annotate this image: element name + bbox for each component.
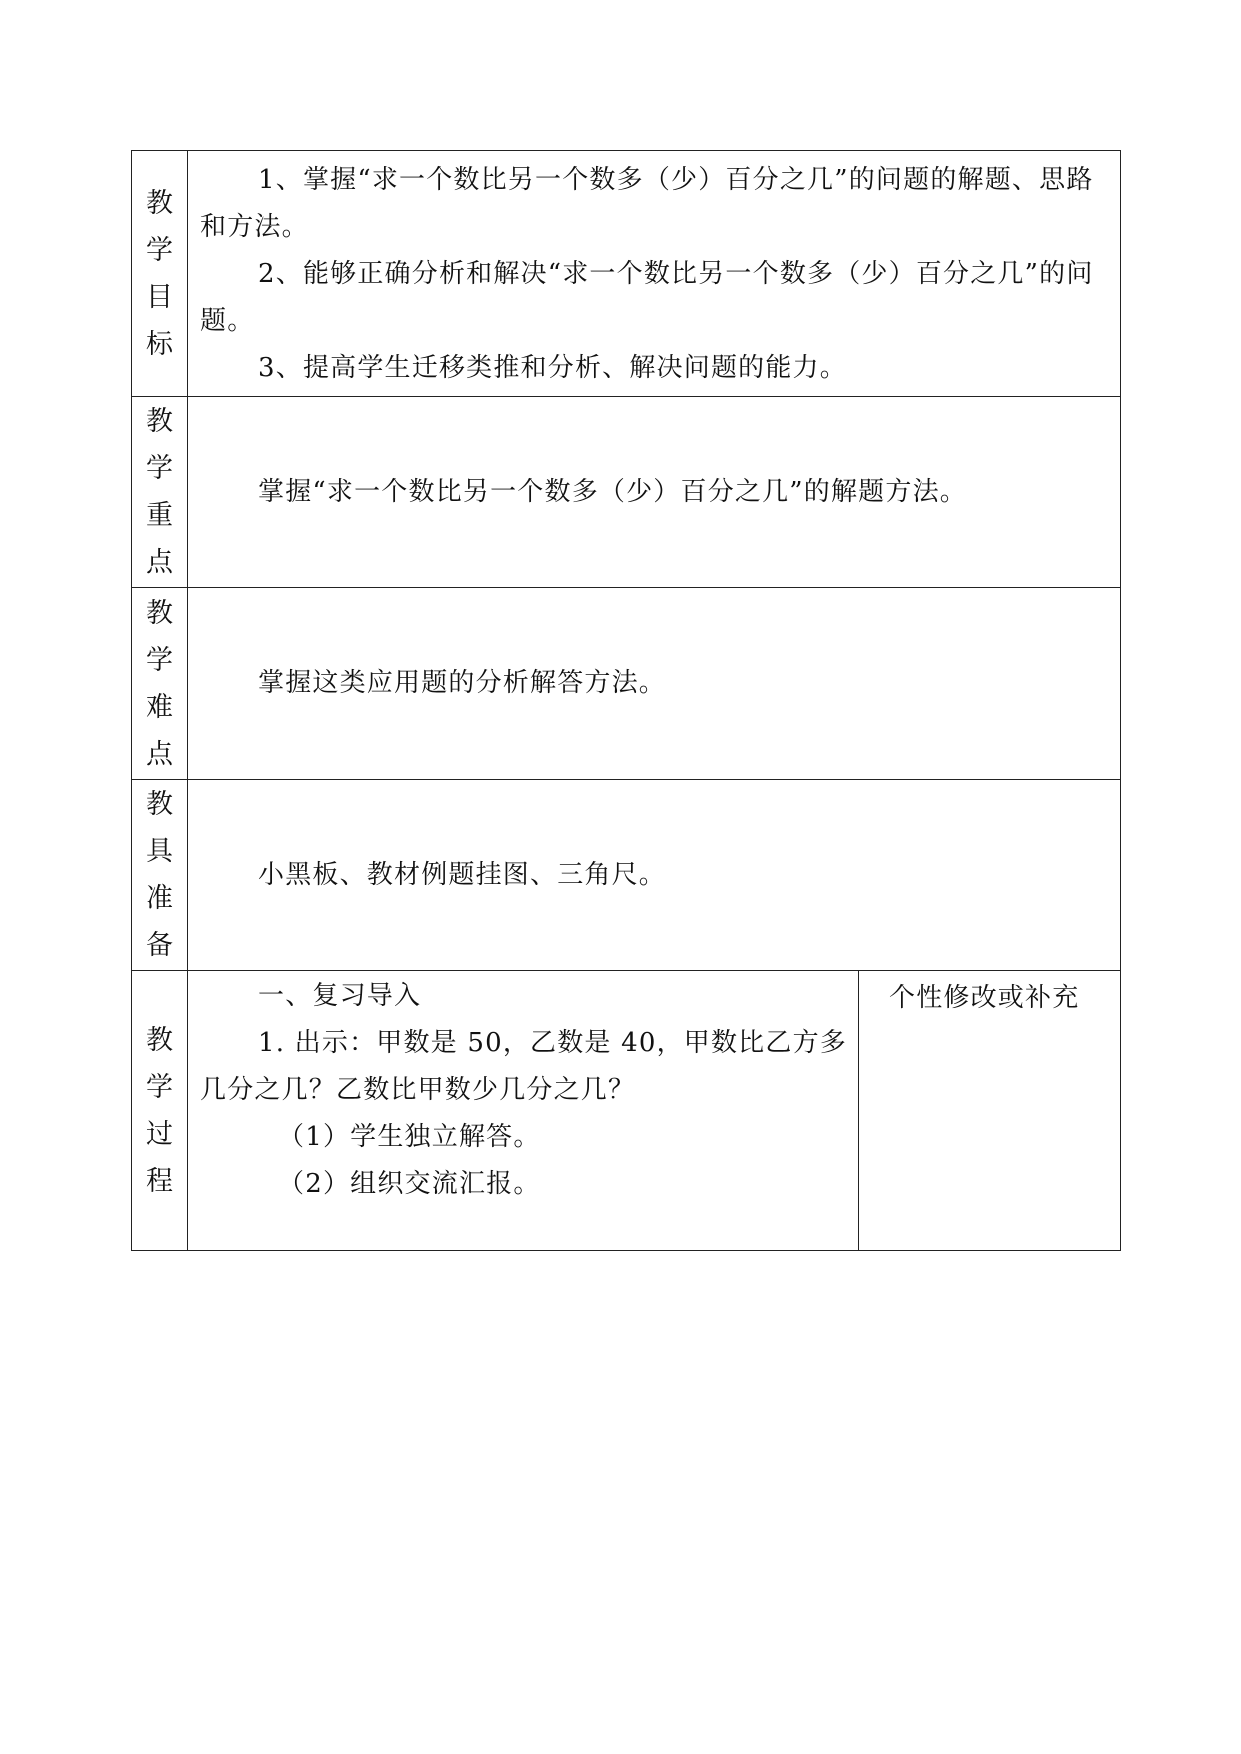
process-step: （2）组织交流汇报。 <box>278 1169 541 1199</box>
difficulties-text: 掌握这类应用题的分析解答方法。 <box>258 668 667 698</box>
objective-item: 3、提高学生迁移类推和分析、解决问题的能力。 <box>258 353 847 383</box>
difficulties-content-cell <box>188 588 1121 780</box>
difficulties-row <box>132 588 1121 780</box>
objectives-label: 教学目标 <box>146 187 173 360</box>
key-points-content-cell <box>188 397 1121 588</box>
materials-text: 小黑板、教材例题挂图、三角尺。 <box>258 859 667 890</box>
process-step: （1）学生独立解答。 <box>278 1122 541 1152</box>
materials-label-cell <box>132 780 188 971</box>
objectives-label-cell <box>132 151 188 397</box>
key-points-label-cell <box>132 397 188 588</box>
process-label-cell <box>132 971 188 1251</box>
key-points-row <box>132 397 1121 588</box>
objective-item: 2、能够正确分析和解决“求一个数比另一个数多（少）百分之几”的问题。 <box>200 259 1094 336</box>
process-label: 教学过程 <box>146 1024 173 1197</box>
difficulties-label: 教学难点 <box>146 597 173 770</box>
objectives-content-cell <box>188 151 1121 397</box>
process-row <box>132 971 1121 1251</box>
key-points-text: 掌握“求一个数比另一个数多（少）百分之几”的解题方法。 <box>258 476 967 507</box>
process-content-cell <box>188 971 859 1251</box>
process-task: 1. 出示：甲数是 50，乙数是 40，甲数比乙方多几分之几？乙数比甲数少几分之几？ <box>200 1028 847 1105</box>
materials-row <box>132 780 1121 971</box>
side-note-label: 个性修改或补充 <box>889 983 1080 1013</box>
objective-item: 1、掌握“求一个数比另一个数多（少）百分之几”的问题的解题、思路和方法。 <box>200 165 1094 242</box>
materials-content-cell <box>188 780 1121 971</box>
process-section-title: 一、复习导入 <box>258 981 422 1011</box>
objectives-row <box>132 151 1121 397</box>
difficulties-label-cell <box>132 588 188 780</box>
lesson-plan-table <box>131 150 1121 1251</box>
materials-label: 教具准备 <box>146 789 173 961</box>
key-points-label: 教学重点 <box>146 406 173 578</box>
side-note-cell <box>859 971 1121 1251</box>
